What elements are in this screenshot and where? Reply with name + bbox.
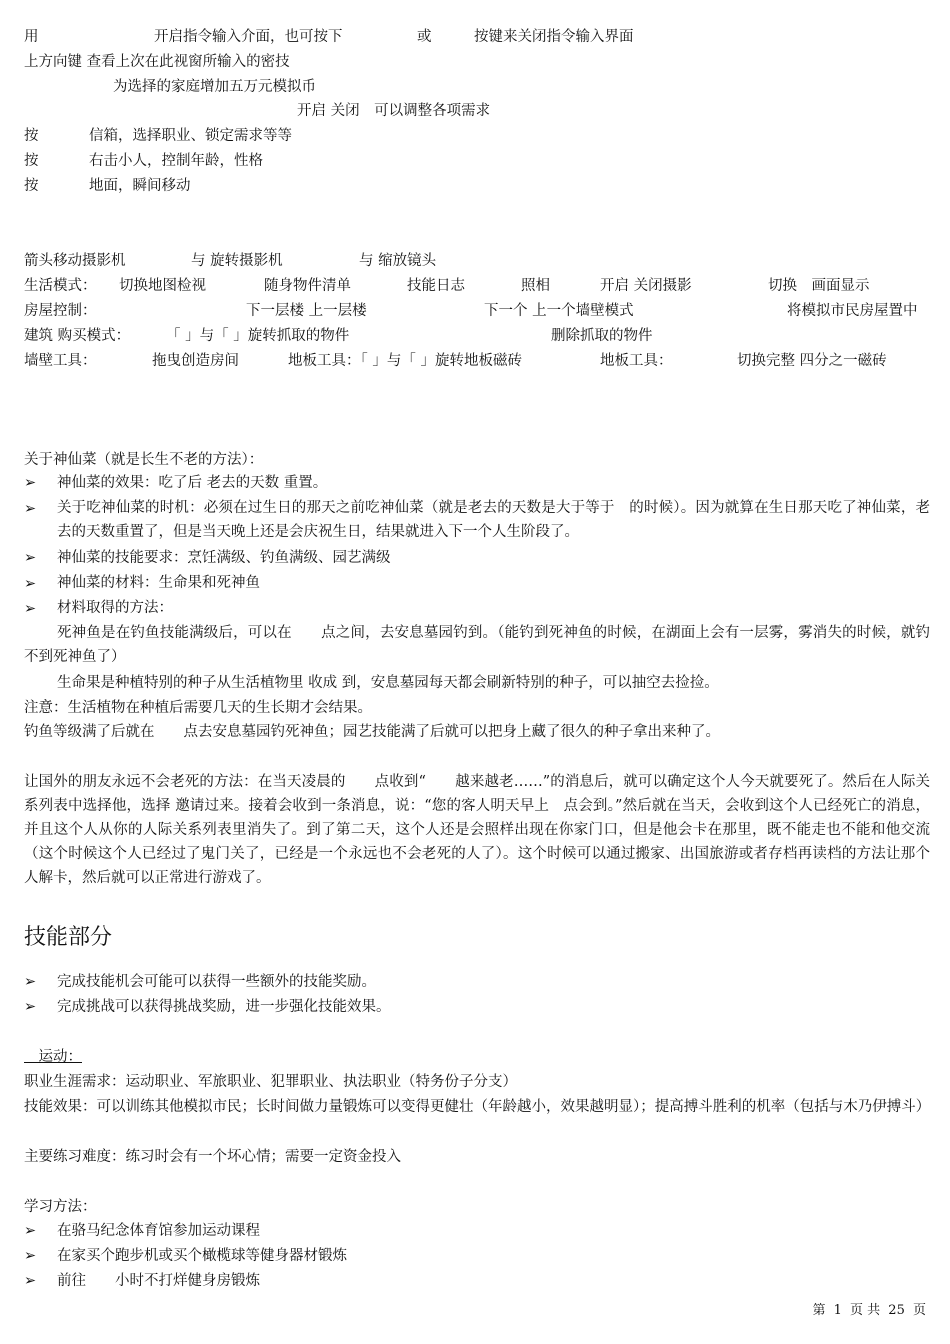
bullet-arrow-icon: ➢ — [24, 550, 37, 566]
page-footer — [810, 1302, 928, 1320]
learn-heading: 学习方法： — [24, 1199, 97, 1215]
controls-camera — [24, 251, 930, 271]
bullet-arrow-icon: ➢ — [24, 576, 37, 592]
skills-bullet: 完成挑战可以获得挑战奖励，进一步强化技能效果。 — [57, 999, 391, 1015]
controls-life-mode — [24, 276, 930, 296]
controls-life-mode-seg: 照相 — [521, 278, 550, 294]
footer-post: 页 — [912, 1303, 926, 1318]
ambrosia-method-fruit: 生命果是种植特别的种子从生活植物里 收成 到，安息墓园每天都会刷新特别的种子，可以抽空去捡捡。 — [57, 675, 719, 691]
controls-camera-seg: 箭头移动摄影机 — [24, 253, 126, 269]
controls-house-seg: 下一个 上一个墙壁模式 — [484, 303, 634, 319]
controls-build-buy — [24, 326, 930, 346]
controls-life-mode-seg: 开启 关闭摄影 — [600, 278, 692, 294]
cheat-line-1-seg: 用 — [24, 29, 39, 45]
ambrosia-note: 注意：生活植物在种植后需要几天的生长期才会结果。 — [24, 700, 372, 716]
bullet-arrow-icon: ➢ — [24, 974, 37, 990]
controls-house-seg: 下一层楼 上一层楼 — [246, 303, 367, 319]
controls-camera-seg: 与 缩放镜头 — [359, 253, 437, 269]
controls-wall-tools-seg: 墙壁工具： — [24, 353, 97, 369]
cheat-line-7-seg: 地面，瞬间移动 — [89, 178, 191, 194]
ambrosia-heading: 关于神仙菜（就是长生不老的方法）： — [24, 452, 264, 468]
controls-wall-tools-seg: 地板工具： — [600, 353, 673, 369]
cheat-line-7-seg: 按 — [24, 178, 39, 194]
controls-house-seg: 将模拟市民房屋置中 — [787, 303, 918, 319]
bullet-arrow-icon: ➢ — [24, 1223, 37, 1239]
sport-difficulty: 主要练习难度：练习时会有一个坏心情；需要一定资金投入 — [24, 1149, 401, 1165]
ambrosia-bullet: 材料取得的方法： — [57, 600, 173, 616]
ambrosia-bullet: 神仙菜的技能要求：烹饪满级、钓鱼满级、园艺满级 — [57, 550, 391, 566]
controls-wall-tools-seg: 拖曳创造房间 — [152, 353, 239, 369]
ambrosia-bullet: 神仙菜的效果：吃了后 老去的天数 重置。 — [57, 475, 328, 491]
bullet-arrow-icon: ➢ — [24, 601, 37, 617]
ambrosia-note: 钓鱼等级满了后就在 点去安息墓园钓死神鱼；园艺技能满了后就可以把身上藏了很久的种子拿出来种了。 — [24, 724, 720, 740]
controls-camera-seg: 与 旋转摄影机 — [191, 253, 283, 269]
ambrosia-bullet: 神仙菜的材料：生命果和死神鱼 — [57, 575, 260, 591]
controls-life-mode-seg: 切换地图检视 — [119, 278, 206, 294]
skills-bullet: 完成技能机会可能可以获得一些额外的技能奖励。 — [57, 974, 376, 990]
sport-career: 职业生涯需求：运动职业、军旅职业、犯罪职业、执法职业（特务份子分支） — [24, 1074, 517, 1090]
cheat-line-4: 开启 关闭 可以调整各项需求 — [297, 103, 491, 119]
friends-immortal-paragraph: 让国外的朋友永远不会老死的方法：在当天凌晨的 点收到“ 越来越老……”的消息后，就可以确定这个人今天就要死了。然后在人际关系列表中选择他，选择 邀请过来。接着会收到一条消息，说：“您的客人明天早上 点会到。”然后就在当天，会收到这个人已经死亡的消息，并且这个人从你的人际关系列表里消失了。到了第二天，这个人还是会照样出现在你家门口，但是他会卡在那里，既不能走也不能和他交流（这个时候这个人已经过了鬼门关了，已经是一个永远也不会老死的人了）。这个时候可以通过搬家、出国旅游或者存档再读档的方法让那个人解卡，然后就可以正常进行游戏了。 — [24, 774, 930, 886]
controls-house-seg: 房屋控制： — [24, 303, 97, 319]
cheat-line-1-seg: 按键来关闭指令输入界面 — [474, 29, 634, 45]
cheat-line-1-seg: 或 — [417, 29, 432, 45]
controls-life-mode-seg: 切换 画面显示 — [768, 278, 870, 294]
bullet-arrow-icon: ➢ — [24, 1248, 37, 1264]
controls-wall-tools — [24, 351, 930, 371]
cheat-line-6 — [24, 151, 624, 171]
ambrosia-bullet: 关于吃神仙菜的时机：必须在过生日的那天之前吃神仙菜（就是老去的天数是大于等于 的时候）。因为就算在生日那天吃了神仙菜，老去的天数重置了，但是当天晚上还是会庆祝生日，结果就进入下一个人生阶段了。 — [57, 500, 930, 540]
bullet-arrow-icon: ➢ — [24, 1273, 37, 1289]
learn-bullet: 在骆马纪念体育馆参加运动课程 — [57, 1223, 260, 1239]
controls-wall-tools-seg: 地板工具：「 」与「 」旋转地板磁砖 — [288, 353, 522, 369]
cheat-line-5 — [24, 126, 624, 146]
cheat-line-6-seg: 按 — [24, 153, 39, 169]
controls-life-mode-seg: 技能日志 — [407, 278, 465, 294]
bullet-arrow-icon: ➢ — [24, 501, 37, 517]
controls-house — [24, 301, 930, 321]
bullet-arrow-icon: ➢ — [24, 475, 37, 491]
controls-build-buy-seg: 「 」与「 」旋转抓取的物件 — [166, 328, 350, 344]
bullet-arrow-icon: ➢ — [24, 999, 37, 1015]
controls-wall-tools-seg: 切换完整 四分之一磁砖 — [737, 353, 887, 369]
controls-build-buy-seg: 删除抓取的物件 — [551, 328, 653, 344]
footer-mid: 页 共 — [850, 1303, 881, 1318]
learn-bullet: 前往 小时不打烊健身房锻炼 — [57, 1273, 260, 1289]
controls-build-buy-seg: 建筑 购买模式： — [24, 328, 131, 344]
footer-total-pages: 25 — [888, 1303, 905, 1318]
cheat-line-1 — [24, 27, 930, 47]
cheat-line-7 — [24, 176, 624, 196]
ambrosia-method-fish: 死神鱼是在钓鱼技能满级后，可以在 点之间，去安息墓园钓到。（能钓到死神鱼的时候，在湖面上会有一层雾，雾消失的时候，就钓不到死神鱼了） — [24, 625, 930, 665]
footer-pre: 第 — [812, 1303, 826, 1318]
controls-life-mode-seg: 随身物件清单 — [264, 278, 351, 294]
learn-bullet: 在家买个跑步机或买个橄榄球等健身器材锻炼 — [57, 1248, 347, 1264]
sport-subheading: 运动： — [24, 1049, 82, 1065]
cheat-line-1-seg: 开启指令输入介面，也可按下 — [154, 29, 343, 45]
footer-page-number: 1 — [833, 1303, 842, 1318]
controls-life-mode-seg: 生活模式： — [24, 278, 97, 294]
sport-effect: 技能效果：可以训练其他模拟市民；长时间做力量锻炼可以变得更健壮（年龄越小，效果越明显）；提高搏斗胜利的机率（包括与木乃伊搏斗） — [24, 1099, 931, 1115]
cheat-line-2: 上方向键 查看上次在此视窗所输入的密技 — [24, 54, 290, 70]
cheat-line-3: 为选择的家庭增加五万元模拟币 — [113, 79, 316, 95]
skills-heading: 技能部分 — [24, 925, 113, 950]
cheat-line-6-seg: 右击小人，控制年龄，性格 — [89, 153, 263, 169]
cheat-line-5-seg: 按 — [24, 128, 39, 144]
cheat-line-5-seg: 信箱，选择职业、锁定需求等等 — [89, 128, 292, 144]
